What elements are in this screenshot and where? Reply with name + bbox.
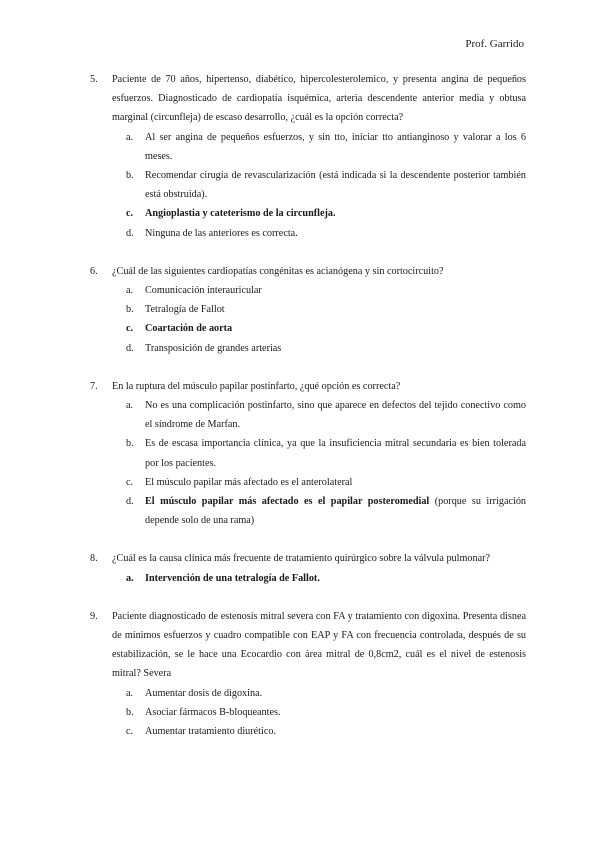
question-number: 9. — [90, 610, 98, 622]
option-letter: b. — [126, 304, 134, 316]
answer-option-d — [112, 224, 526, 243]
option-text: No es una complicación postinfarto, sino que aparece en defectos del tejido conectivo como el síndrome de Marfan. — [145, 400, 526, 431]
option-text: Recomendar cirugía de revascularización (está indicada si la descendente posterior también está obstruida). — [145, 170, 526, 201]
option-text: Ninguna de las anteriores es correcta. — [145, 227, 298, 239]
answer-option-b — [112, 300, 526, 319]
question-number: 7. — [90, 380, 98, 392]
answer-option-a-correct — [112, 569, 526, 588]
option-text: Es de escasa importancia clínica, ya que la insuficiencia mitral secundaria es bien tolerada por los pacientes. — [145, 438, 526, 469]
question-text: Paciente de 70 años, hipertenso, diabético, hipercolesterolemico, y presenta angina de pequeños esfuerzos. Diagnosticado de cardiopatía isquémica, arteria descendente anterior media y obtusa marginal (circunfleja) de escaso desarrollo, ¿cuál es la opción correcta? — [112, 74, 526, 124]
option-letter: c. — [126, 323, 134, 335]
answer-options — [112, 569, 526, 588]
option-letter: a. — [126, 572, 134, 584]
page-header-author: Prof. Garrido — [465, 38, 524, 50]
question-5 — [91, 70, 526, 243]
question-8 — [91, 549, 526, 587]
question-6 — [91, 262, 526, 358]
question-text: En la ruptura del músculo papilar postinfarto, ¿qué opción es correcta? — [112, 380, 401, 392]
option-text: Transposición de grandes arterias — [145, 342, 282, 354]
answer-option-d — [112, 339, 526, 358]
answer-option-c-correct — [112, 204, 526, 223]
option-text: El músculo papilar más afectado es el anterolateral — [145, 476, 353, 488]
option-text: Al ser angina de pequeños esfuerzos, y sin tto, iniciar tto antianginoso y valorar a los 6 meses. — [145, 131, 526, 162]
answer-options — [112, 281, 526, 358]
question-number: 5. — [90, 74, 98, 85]
question-list — [91, 70, 526, 760]
question-text: ¿Cuál de las siguientes cardiopatías congénitas es acianógena y sin cortocircuito? — [112, 265, 444, 277]
option-letter: b. — [126, 170, 134, 182]
option-letter: a. — [126, 131, 134, 143]
answer-options — [112, 684, 526, 742]
option-letter: c. — [126, 726, 134, 738]
option-letter: b. — [126, 706, 134, 718]
answer-options — [112, 396, 526, 530]
option-text: Intervención de una tetralogía de Fallot. — [145, 572, 320, 584]
answer-option-c — [112, 473, 526, 492]
answer-option-d-correct — [112, 492, 526, 530]
option-letter: d. — [126, 496, 134, 508]
option-letter: d. — [126, 342, 134, 354]
answer-option-c — [112, 722, 526, 741]
option-text: Angioplastia y cateterismo de la circunfleja. — [145, 208, 336, 220]
answer-option-b — [112, 434, 526, 472]
option-text: Coartación de aorta — [145, 323, 233, 335]
option-letter: a. — [126, 687, 134, 699]
option-explanation: (porque su irrigación depende solo de una rama) — [145, 496, 527, 527]
option-letter: c. — [126, 208, 134, 220]
answer-option-c-correct — [112, 319, 526, 338]
question-number: 6. — [90, 265, 98, 277]
question-number: 8. — [90, 553, 98, 565]
option-text: Tetralogía de Fallot — [145, 304, 225, 316]
option-text: Comunicación interauricular — [145, 285, 262, 297]
answer-option-a — [112, 396, 526, 434]
option-letter: a. — [126, 400, 134, 412]
answer-option-a — [112, 684, 526, 703]
option-text: El músculo papilar más afectado es el papilar posteromedial — [145, 496, 430, 508]
option-letter: d. — [126, 227, 134, 239]
answer-option-a — [112, 281, 526, 300]
question-text: Paciente diagnosticado de estenosis mitral severa con FA y tratamiento con digoxina. Presenta disnea de mínimos esfuerzos y cuadro compatible con EAP y FA con frecuencia controlada, después de su estabilización, se le hace una Ecocardio con área mitral de 0,8cm2, cuál es el nivel de estenosis mitral? Severa — [112, 610, 526, 680]
answer-option-b — [112, 166, 526, 204]
answer-option-b — [112, 703, 526, 722]
option-text: Aumentar tratamiento diurético. — [145, 726, 276, 738]
option-letter: a. — [126, 285, 134, 297]
question-7 — [91, 377, 526, 531]
option-text: Aumentar dosis de digoxina. — [145, 687, 263, 699]
answer-option-a — [112, 128, 526, 166]
option-letter: b. — [126, 438, 134, 450]
answer-options — [112, 128, 526, 243]
question-text: ¿Cuál es la causa clínica más frecuente de tratamiento quirúrgico sobre la válvula pulmonar? — [112, 553, 491, 565]
option-text: Asociar fármacos B-bloqueantes. — [145, 706, 281, 718]
question-9 — [91, 607, 526, 741]
option-letter: c. — [126, 476, 134, 488]
